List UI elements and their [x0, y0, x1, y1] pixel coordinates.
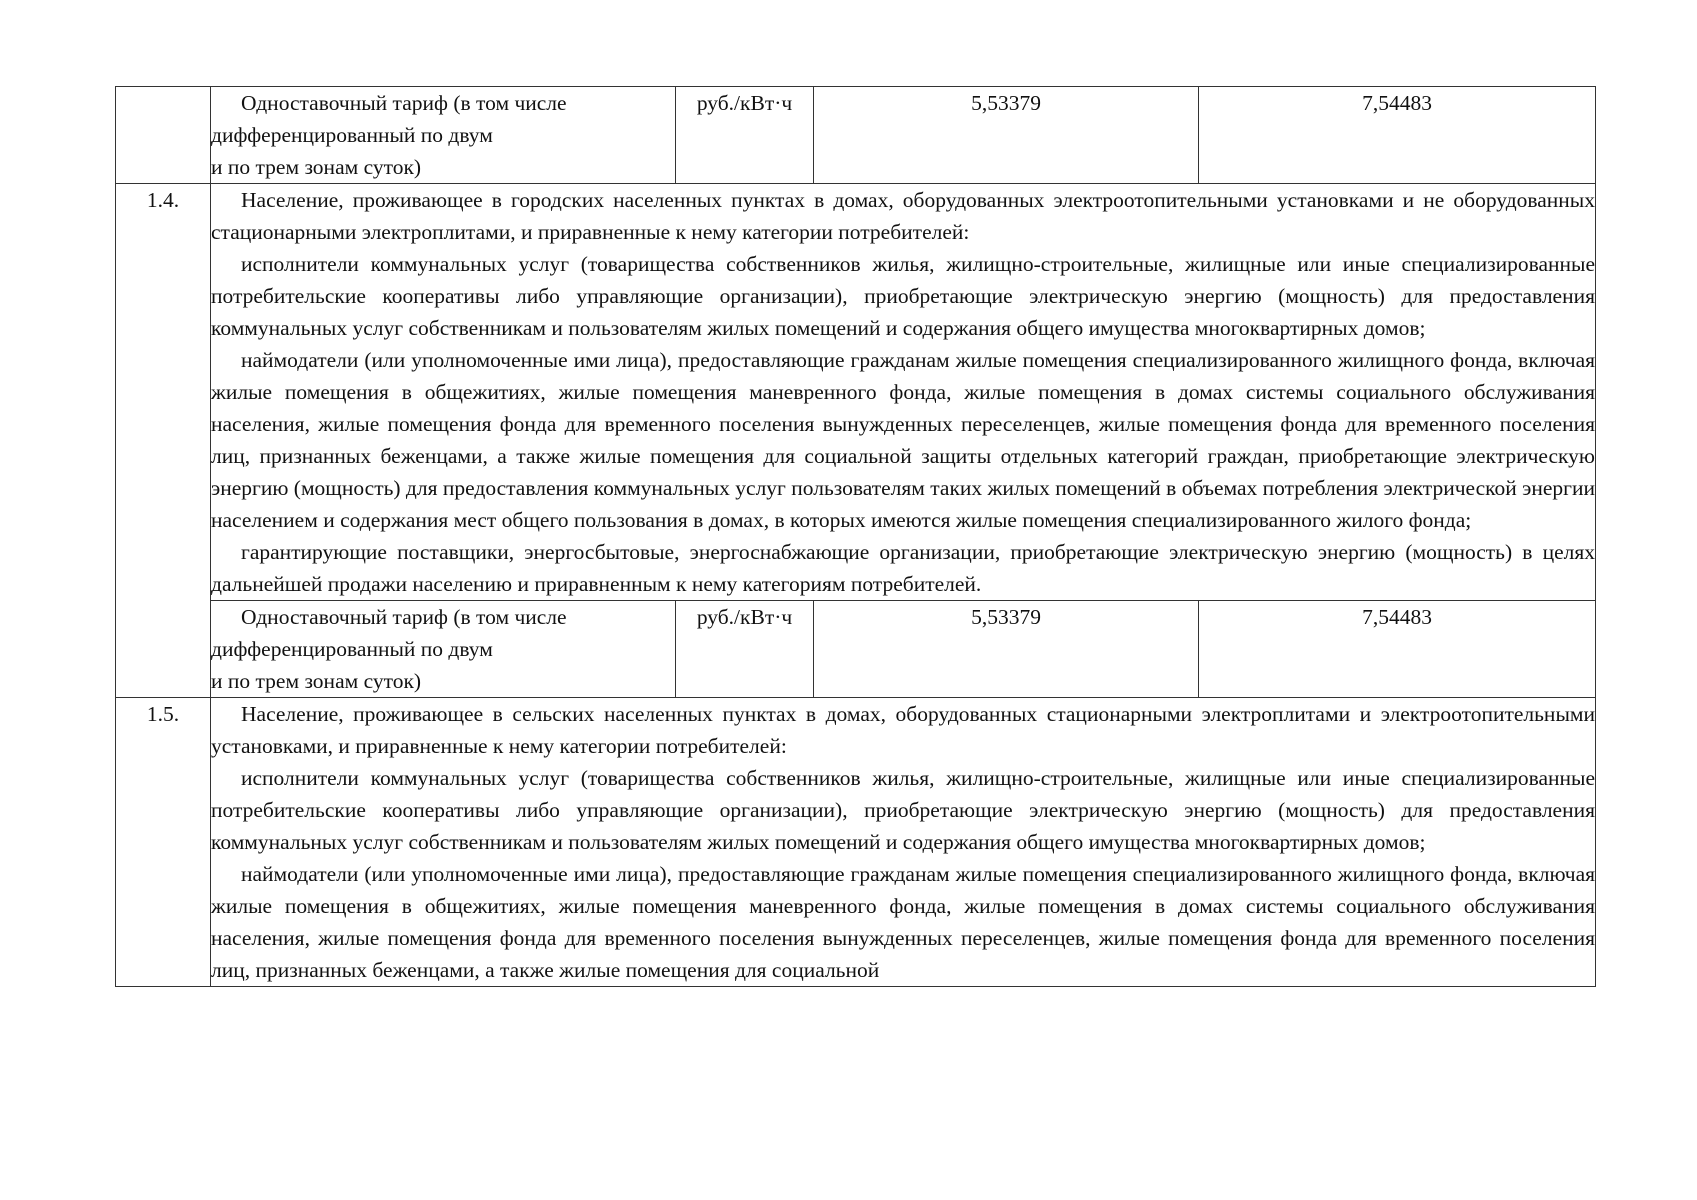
description-paragraph: гарантирующие поставщики, энергосбытовые, энергоснабжающие организации, приобретающие электрическую энергию (мощность) в целях дальнейшей продажи населению и приравненным к нему категориям потребителей. [211, 540, 1595, 596]
section-description-1-5 [211, 698, 1596, 987]
table-row-section-1-4 [116, 184, 1596, 601]
tariff-value-1: 5,53379 [814, 87, 1199, 184]
description-paragraph: исполнители коммунальных услуг (товарищества собственников жилья, жилищно-строительные, жилищные или иные специализированные потребительские кооперативы либо управляющие организации), приобретающие электрическую энергию (мощность) для предоставления коммунальных услуг собственникам и пользователям жилых помещений и содержания общего имущества многоквартирных домов; [211, 252, 1595, 340]
description-paragraph: наймодатели (или уполномоченные ими лица), предоставляющие гражданам жилые помещения специализированного жилищного фонда, включая жилые помещения в общежитиях, жилые помещения маневренного фонда, жилые помещения в домах системы социального обслуживания населения, жилые помещения фонда для временного поселения вынужденных переселенцев, жилые помещения фонда для временного поселения лиц, признанных беженцами, а также жилые помещения для социальной [211, 862, 1595, 982]
row-number-1-5: 1.5. [116, 698, 211, 987]
tariff-name-cell [211, 601, 676, 698]
tariff-value-2: 7,54483 [1199, 601, 1596, 698]
tariff-name-line: и по трем зонам суток) [211, 669, 422, 693]
tariff-name-line: Одноставочный тариф (в том числе [241, 91, 567, 115]
tariff-name-line: дифференцированный по двум [211, 123, 493, 147]
table-row-section-1-5 [116, 698, 1596, 987]
tariff-name-line: Одноставочный тариф (в том числе [241, 605, 567, 629]
unit-cell: руб./кВт·ч [676, 601, 814, 698]
section-description-1-4 [211, 184, 1596, 601]
tariff-name-line: и по трем зонам суток) [211, 155, 422, 179]
table-row-tariff-top [116, 87, 1596, 184]
row-number-1-4: 1.4. [116, 184, 211, 698]
tariff-value-2: 7,54483 [1199, 87, 1596, 184]
tariff-value-1: 5,53379 [814, 601, 1199, 698]
tariff-name-line: дифференцированный по двум [211, 637, 493, 661]
row-number-cell-empty [116, 87, 211, 184]
description-paragraph: наймодатели (или уполномоченные ими лица), предоставляющие гражданам жилые помещения специализированного жилищного фонда, включая жилые помещения в общежитиях, жилые помещения маневренного фонда, жилые помещения в домах системы социального обслуживания населения, жилые помещения фонда для временного поселения вынужденных переселенцев, жилые помещения фонда для временного поселения лиц, признанных беженцами, а также жилые помещения для социальной защиты отдельных категорий граждан, приобретающие электрическую энергию (мощность) для предоставления коммунальных услуг пользователям таких жилых помещений в объемах потребления электрической энергии населением и содержания мест общего пользования в домах, в которых имеются жилые помещения специализированного жилого фонда; [211, 348, 1595, 532]
tariff-table [115, 86, 1596, 987]
unit-cell: руб./кВт·ч [676, 87, 814, 184]
description-paragraph: Население, проживающее в сельских населенных пунктах в домах, оборудованных стационарными электроплитами и электроотопительными установками, и приравненные к нему категории потребителей: [211, 702, 1595, 758]
tariff-name-cell [211, 87, 676, 184]
description-paragraph: исполнители коммунальных услуг (товарищества собственников жилья, жилищно-строительные, жилищные или иные специализированные потребительские кооперативы либо управляющие организации), приобретающие электрическую энергию (мощность) для предоставления коммунальных услуг собственникам и пользователям жилых помещений и содержания общего имущества многоквартирных домов; [211, 766, 1595, 854]
table-row-tariff-1-4 [116, 601, 1596, 698]
description-paragraph: Население, проживающее в городских населенных пунктах в домах, оборудованных электроотопительными установками и не оборудованных стационарными электроплитами, и приравненные к нему категории потребителей: [211, 188, 1595, 244]
